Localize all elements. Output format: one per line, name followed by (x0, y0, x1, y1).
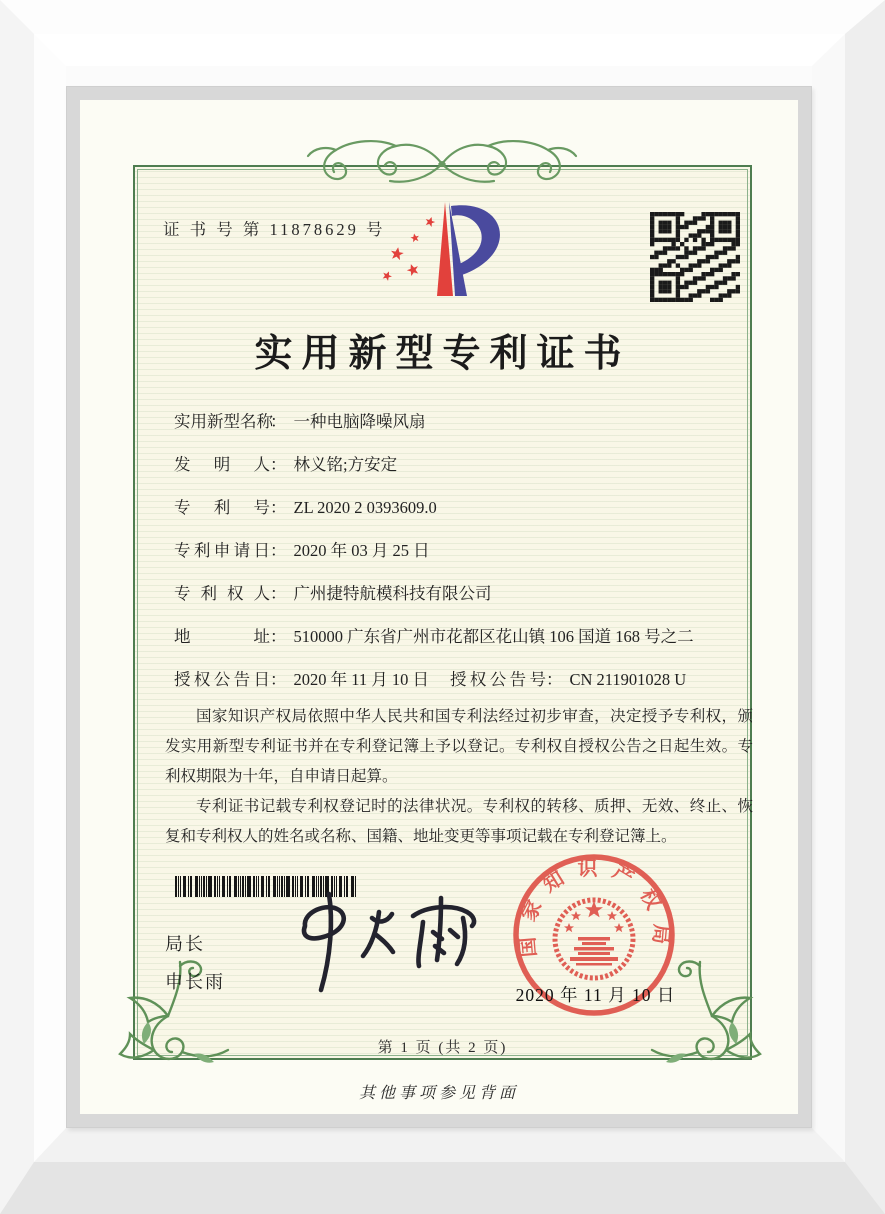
colon: ： (270, 627, 287, 646)
field-value: CN 211901028 U (569, 670, 687, 689)
back-side-note: 其他事项参见背面 (358, 1085, 519, 1102)
field-row (174, 408, 734, 451)
field-label: 专利申请日 (174, 541, 270, 560)
field-value: 一种电脑降噪风扇 (293, 412, 426, 431)
handwritten-signature-icon (275, 886, 490, 998)
field-label: 地址 (174, 627, 270, 646)
field-value: 广州捷特航模科技有限公司 (293, 584, 492, 603)
cnipa-patent-logo-icon (375, 196, 525, 304)
border-ornament-top-icon (292, 138, 592, 192)
colon: ： (270, 541, 287, 560)
page-number: 第 1 页 (共 2 页) (377, 1040, 508, 1056)
field-list (174, 408, 734, 709)
legal-paragraph: 国家知识产权局依照中华人民共和国专利法经过初步审查，决定授予专利权，颁发实用新型专利证书并在专利登记簿上予以登记。专利权自授权公告之日起生效。专利权期限为十年，自申请日起算。 (165, 708, 753, 785)
field-label: 发明人 (174, 455, 270, 474)
field-label: 授权公告号 (450, 670, 546, 689)
field-pair (174, 666, 450, 690)
field-value: 2020 年 03 月 25 日 (293, 541, 430, 560)
field-row (174, 623, 734, 666)
legal-text (165, 702, 753, 852)
colon: ： (270, 670, 287, 689)
field-value: 510000 广东省广州市花都区花山镇 106 国道 168 号之二 (293, 627, 694, 646)
field-value: ZL 2020 2 0393609.0 (293, 498, 437, 517)
colon: ： (270, 412, 287, 431)
field-row (174, 451, 734, 494)
field-label: 专利权人 (174, 584, 270, 603)
colon: ： (270, 498, 287, 517)
colon: ： (270, 584, 287, 603)
director-title: 局长 (165, 934, 205, 954)
field-row (174, 580, 734, 623)
field-value: 2020 年 11 月 10 日 (293, 670, 430, 689)
certificate-paper (80, 100, 798, 1114)
field-value: 林义铭;方安定 (293, 455, 398, 474)
legal-paragraph: 专利证书记载专利权登记时的法律状况。专利权的转移、质押、无效、终止、恢复和专利权人的姓名或名称、国籍、地址变更等事项记载在专利登记簿上。 (165, 798, 753, 845)
field-row (174, 537, 734, 580)
seal-text: 国家知识产权局 (515, 858, 673, 958)
colon: ： (270, 455, 287, 474)
certificate-number: 证 书 号 第 11878629 号 (163, 220, 386, 239)
seal-date: 2020 年 11 月 10 日 (515, 985, 676, 1005)
field-row (174, 494, 734, 537)
field-label: 授权公告日 (174, 670, 270, 689)
director-block (165, 930, 225, 1006)
field-label: 专利号 (174, 498, 270, 517)
qr-code-icon (650, 212, 740, 302)
certificate-title: 实用新型专利证书 (254, 333, 631, 375)
field-label: 实用新型名称 (174, 412, 273, 431)
director-name: 申长雨 (165, 972, 225, 992)
colon: ： (546, 670, 563, 689)
